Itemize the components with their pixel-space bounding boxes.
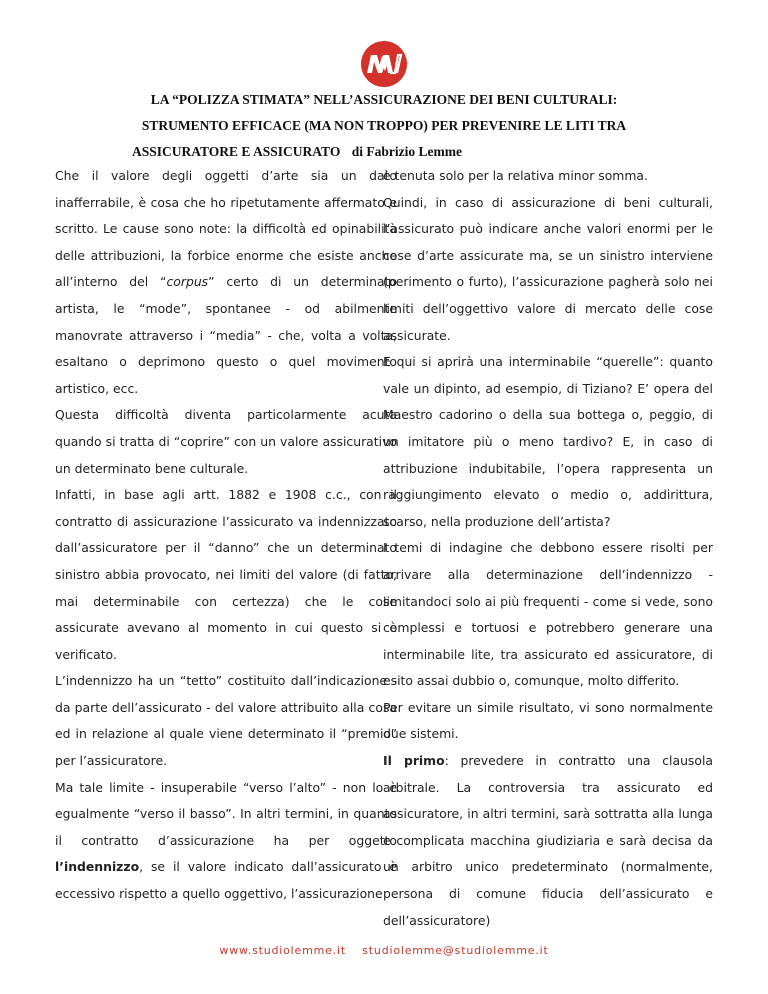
paragraph: L’indennizzo ha un “tetto” costituito dall’indicazione - da parte dell’assicurato - del valore attribuito alla cosa ed in relazione al quale viene determinato il “premio” per l’assicuratore. <box>55 673 397 769</box>
page-footer <box>0 944 768 957</box>
italic-term: corpus <box>166 274 209 290</box>
paragraph-text: Ma tale limite - insuperabile “verso l’alto” - non lo è egualmente “verso il basso”. In altri termini, in quanto il contratto d’assicurazione ha per oggetto <box>55 779 397 848</box>
paragraph: Infatti, in base agli artt. 1882 e 1908 c.c., con il contratto di assicurazione l’assicurato va indennizzato dall’assicuratore per il “danno” che un determinato sinistro abbia provocato, nei limiti del valore (di fatto, mai determinabile con certezza) che le cose assicurate avevano al momento in cui questo si è verificato. <box>55 487 397 662</box>
paragraph: Per evitare un simile risultato, vi sono normalmente due sistemi. <box>383 699 713 742</box>
paragraph: Quindi, in caso di assicurazione di beni culturali, l’assicurato può indicare anche valori enormi per le cose d’arte assicurate ma, se un sinistro interviene (perimento o furto), l’assicurazione pagherà solo nei limiti dell’oggettivo valore di mercato delle cose assicurate. <box>383 194 713 343</box>
footer-email-link[interactable]: studiolemme@studiolemme.it <box>362 944 549 957</box>
document-title-line-3 <box>132 144 572 160</box>
paragraph-text: : prevedere in contratto una clausola arbitrale. La controversia tra assicurato ed assicuratore, in altri termini, sarà sottratta alla lunga e complicata macchina giudiziaria e sarà decisa da un arbitro unico predeterminato (normalmente, persona di comune fiducia dell’assicurato e dell’assicuratore) <box>383 753 713 928</box>
paragraph-text: ” certo di un determinato artista, le “mode”, spontanee - od abilmente manovrate attraverso i “media” - che, volta a volta, esaltano o deprimono questo o quel movimento artistico, ecc. <box>55 274 397 396</box>
paragraph-text: , se il valore indicato dall’assicurato è eccessivo rispetto a quello oggettivo, l’assicurazione <box>55 859 397 902</box>
paragraph <box>383 748 713 934</box>
document-title-line-1: LA “POLIZZA STIMATA” NELL’ASSICURAZIONE DEI BENI CULTURALI: <box>150 92 618 107</box>
paragraph <box>55 775 397 908</box>
left-column <box>55 163 397 908</box>
right-column <box>383 163 713 934</box>
paragraph: I temi di indagine che debbono essere risolti per arrivare alla determinazione dell’indennizzo - limitandoci solo ai più frequenti - come si vede, sono complessi e tortuosi e potrebbero generare una interminabile lite, tra assicurato ed assicuratore, di esito assai dubbio o, comunque, molto differito. <box>383 540 713 689</box>
paragraph: è tenuta solo per la relativa minor somma. <box>383 168 648 183</box>
emphasis-term: l’indennizzo <box>55 859 140 875</box>
paragraph-text: Che il valore degli oggetti d’arte sia un dato inafferrabile, è cosa che ho ripetutamente affermato e scritto. Le cause sono note: la difficoltà ed opinabilità delle attribuzioni, la forbice enorme che esiste anche all’interno del “ <box>55 168 397 290</box>
emphasis-term: Il primo <box>383 753 445 769</box>
author-byline: di Fabrizio Lemme <box>351 144 462 159</box>
document-title-line-2: STRUMENTO EFFICACE (MA NON TROPPO) PER PREVENIRE LE LITI TRA <box>141 118 627 133</box>
paragraph: E qui si aprirà una interminabile “querelle”: quanto vale un dipinto, ad esempio, di Tiziano? E’ opera del Maestro cadorino o della sua bottega o, peggio, di un imitatore più o meno tardivo? E, in caso di attribuzione indubitabile, l’opera rappresenta un raggiungimento elevato o medio o, addirittura, scarso, nella produzione dell’artista? <box>383 354 713 529</box>
footer-website-link[interactable]: www.studiolemme.it <box>219 944 346 957</box>
paragraph <box>55 163 397 402</box>
mm-logo-icon <box>360 40 408 88</box>
paragraph: Questa difficoltà diventa particolarmente acuta quando si tratta di “coprire” con un valore assicurativo un determinato bene culturale. <box>55 407 397 476</box>
title-line-3-text: ASSICURATORE E ASSICURATO <box>132 144 341 159</box>
